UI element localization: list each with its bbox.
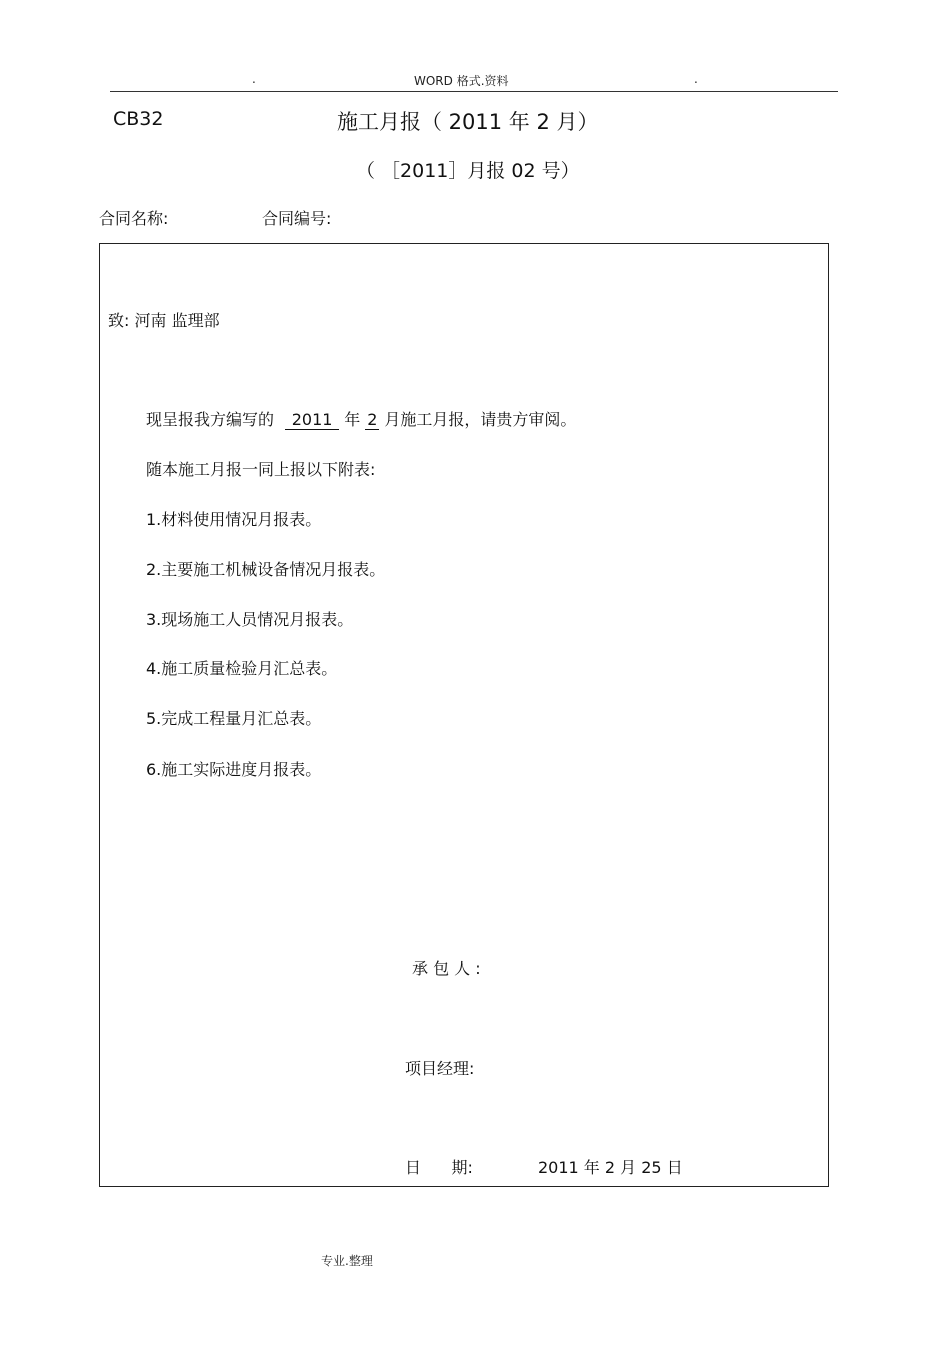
attachment-item: 2.主要施工机械设备情况月报表。 bbox=[146, 560, 386, 579]
contractor-label: 承 包 人 : bbox=[412, 959, 481, 978]
intro-year-suffix: 年 bbox=[344, 410, 361, 429]
attachment-item: 4.施工质量检验月汇总表。 bbox=[146, 659, 338, 678]
attach-intro: 随本施工月报一同上报以下附表: bbox=[146, 460, 376, 479]
header-title: WORD 格式.资料 bbox=[414, 74, 509, 88]
contract-number-label: 合同编号: bbox=[262, 209, 332, 228]
intro-year: 2011 bbox=[285, 411, 339, 430]
intro-prefix: 现呈报我方编写的 bbox=[146, 410, 275, 429]
page-subtitle: （ ［2011］月报 02 号） bbox=[356, 160, 580, 182]
attachment-item: 5.完成工程量月汇总表。 bbox=[146, 709, 322, 728]
page-title: 施工月报（ 2011 年 2 月） bbox=[337, 110, 599, 134]
footer-text: 专业.整理 bbox=[321, 1254, 373, 1268]
date-value: 2011 年 2 月 25 日 bbox=[538, 1158, 683, 1177]
intro-suffix: 月施工月报，请贵方审阅。 bbox=[384, 410, 577, 429]
project-manager-label: 项目经理: bbox=[405, 1059, 475, 1078]
attachment-item: 3.现场施工人员情况月报表。 bbox=[146, 610, 354, 629]
intro-line bbox=[146, 407, 576, 430]
doc-code: CB32 bbox=[113, 108, 164, 130]
recipient-line: 致: 河南 监理部 bbox=[108, 311, 220, 330]
attachment-item: 6.施工实际进度月报表。 bbox=[146, 760, 322, 779]
intro-month: 2 bbox=[367, 410, 378, 429]
attachment-item: 1.材料使用情况月报表。 bbox=[146, 510, 322, 529]
date-label: 日 期: bbox=[405, 1158, 473, 1177]
contract-name-label: 合同名称: bbox=[99, 209, 169, 228]
header-dot-left: . bbox=[252, 72, 256, 86]
header-divider bbox=[110, 91, 838, 92]
header-dot-right: . bbox=[694, 72, 698, 86]
